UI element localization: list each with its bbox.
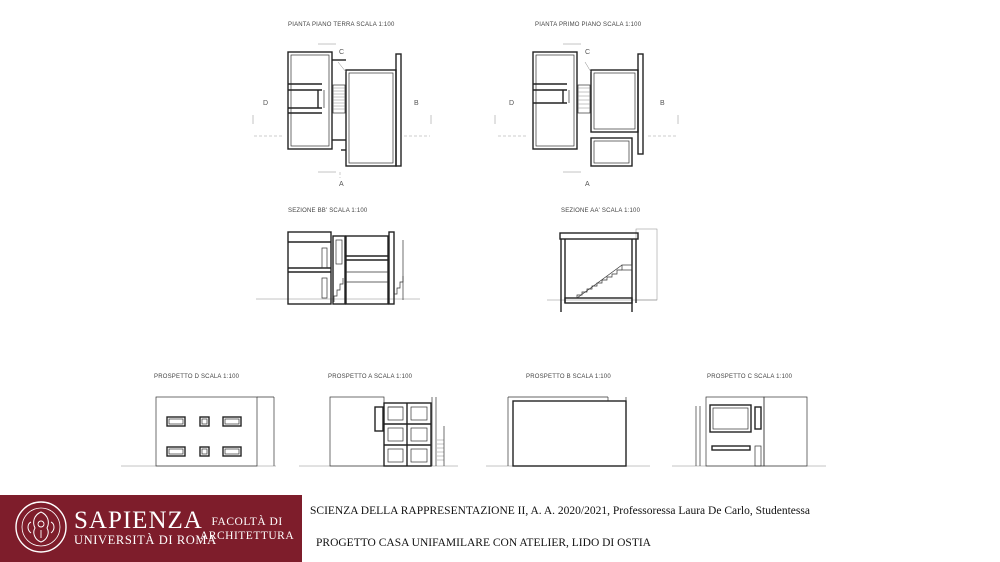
section-mark-b-first: B: [660, 100, 665, 107]
plan-ground-atelier: [346, 70, 396, 166]
elevation-c: [672, 374, 826, 466]
plan-first-lower-room: [591, 138, 632, 166]
elevation-b: [486, 374, 650, 466]
section-bb-title: SEZIONE BB' SCALA 1:100: [288, 208, 368, 214]
section-bb: [256, 208, 420, 304]
footer-bar: [0, 495, 1000, 562]
section-mark-d-first: D: [509, 100, 515, 107]
course-info: SCIENZA DELLA RAPPRESENTAZIONE II, A. A. 2020/2021, Professoressa Laura De Carlo, Studentessa: [310, 505, 810, 517]
plan-first-floor: [495, 22, 678, 188]
plan-ground-title: PIANTA PIANO TERRA SCALA 1:100: [288, 22, 395, 28]
section-mark-a-first: A: [585, 181, 590, 188]
elevation-c-title: PROSPETTO C SCALA 1:100: [707, 374, 793, 380]
section-mark-b-ground: B: [414, 100, 419, 107]
university-brand-panel: [0, 495, 302, 562]
project-title: PROGETTO CASA UNIFAMILARE CON ATELIER, LIDO DI OSTIA: [316, 537, 651, 549]
university-subtitle: UNIVERSITÀ DI ROMA: [74, 533, 217, 547]
plan-first-title: PIANTA PRIMO PIANO SCALA 1:100: [535, 22, 642, 28]
faculty-line-2: ARCHITETTURA: [200, 530, 295, 542]
plan-ground-floor: [253, 22, 431, 188]
faculty-line-1: FACOLTÀ DI: [211, 516, 283, 528]
section-mark-a-ground: A: [339, 181, 344, 188]
elevation-b-title: PROSPETTO B SCALA 1:100: [526, 374, 611, 380]
section-aa: [547, 208, 657, 312]
elevation-a-title: PROSPETTO A SCALA 1:100: [328, 374, 413, 380]
section-aa-title: SEZIONE AA' SCALA 1:100: [561, 208, 641, 214]
section-mark-d-ground: D: [263, 100, 269, 107]
faculty-name: [200, 515, 294, 543]
plan-first-studio: [591, 70, 638, 132]
section-mark-c-first: C: [585, 49, 591, 56]
elevation-a: [299, 374, 458, 466]
elevation-d: [121, 374, 276, 466]
section-mark-c-ground: C: [339, 49, 345, 56]
elevation-d-title: PROSPETTO D SCALA 1:100: [154, 374, 240, 380]
sapienza-seal-icon: [14, 500, 68, 554]
university-name: SAPIENZA: [74, 507, 203, 534]
plan-ground-left-block: [288, 52, 332, 149]
plan-first-left-block: [533, 52, 577, 149]
